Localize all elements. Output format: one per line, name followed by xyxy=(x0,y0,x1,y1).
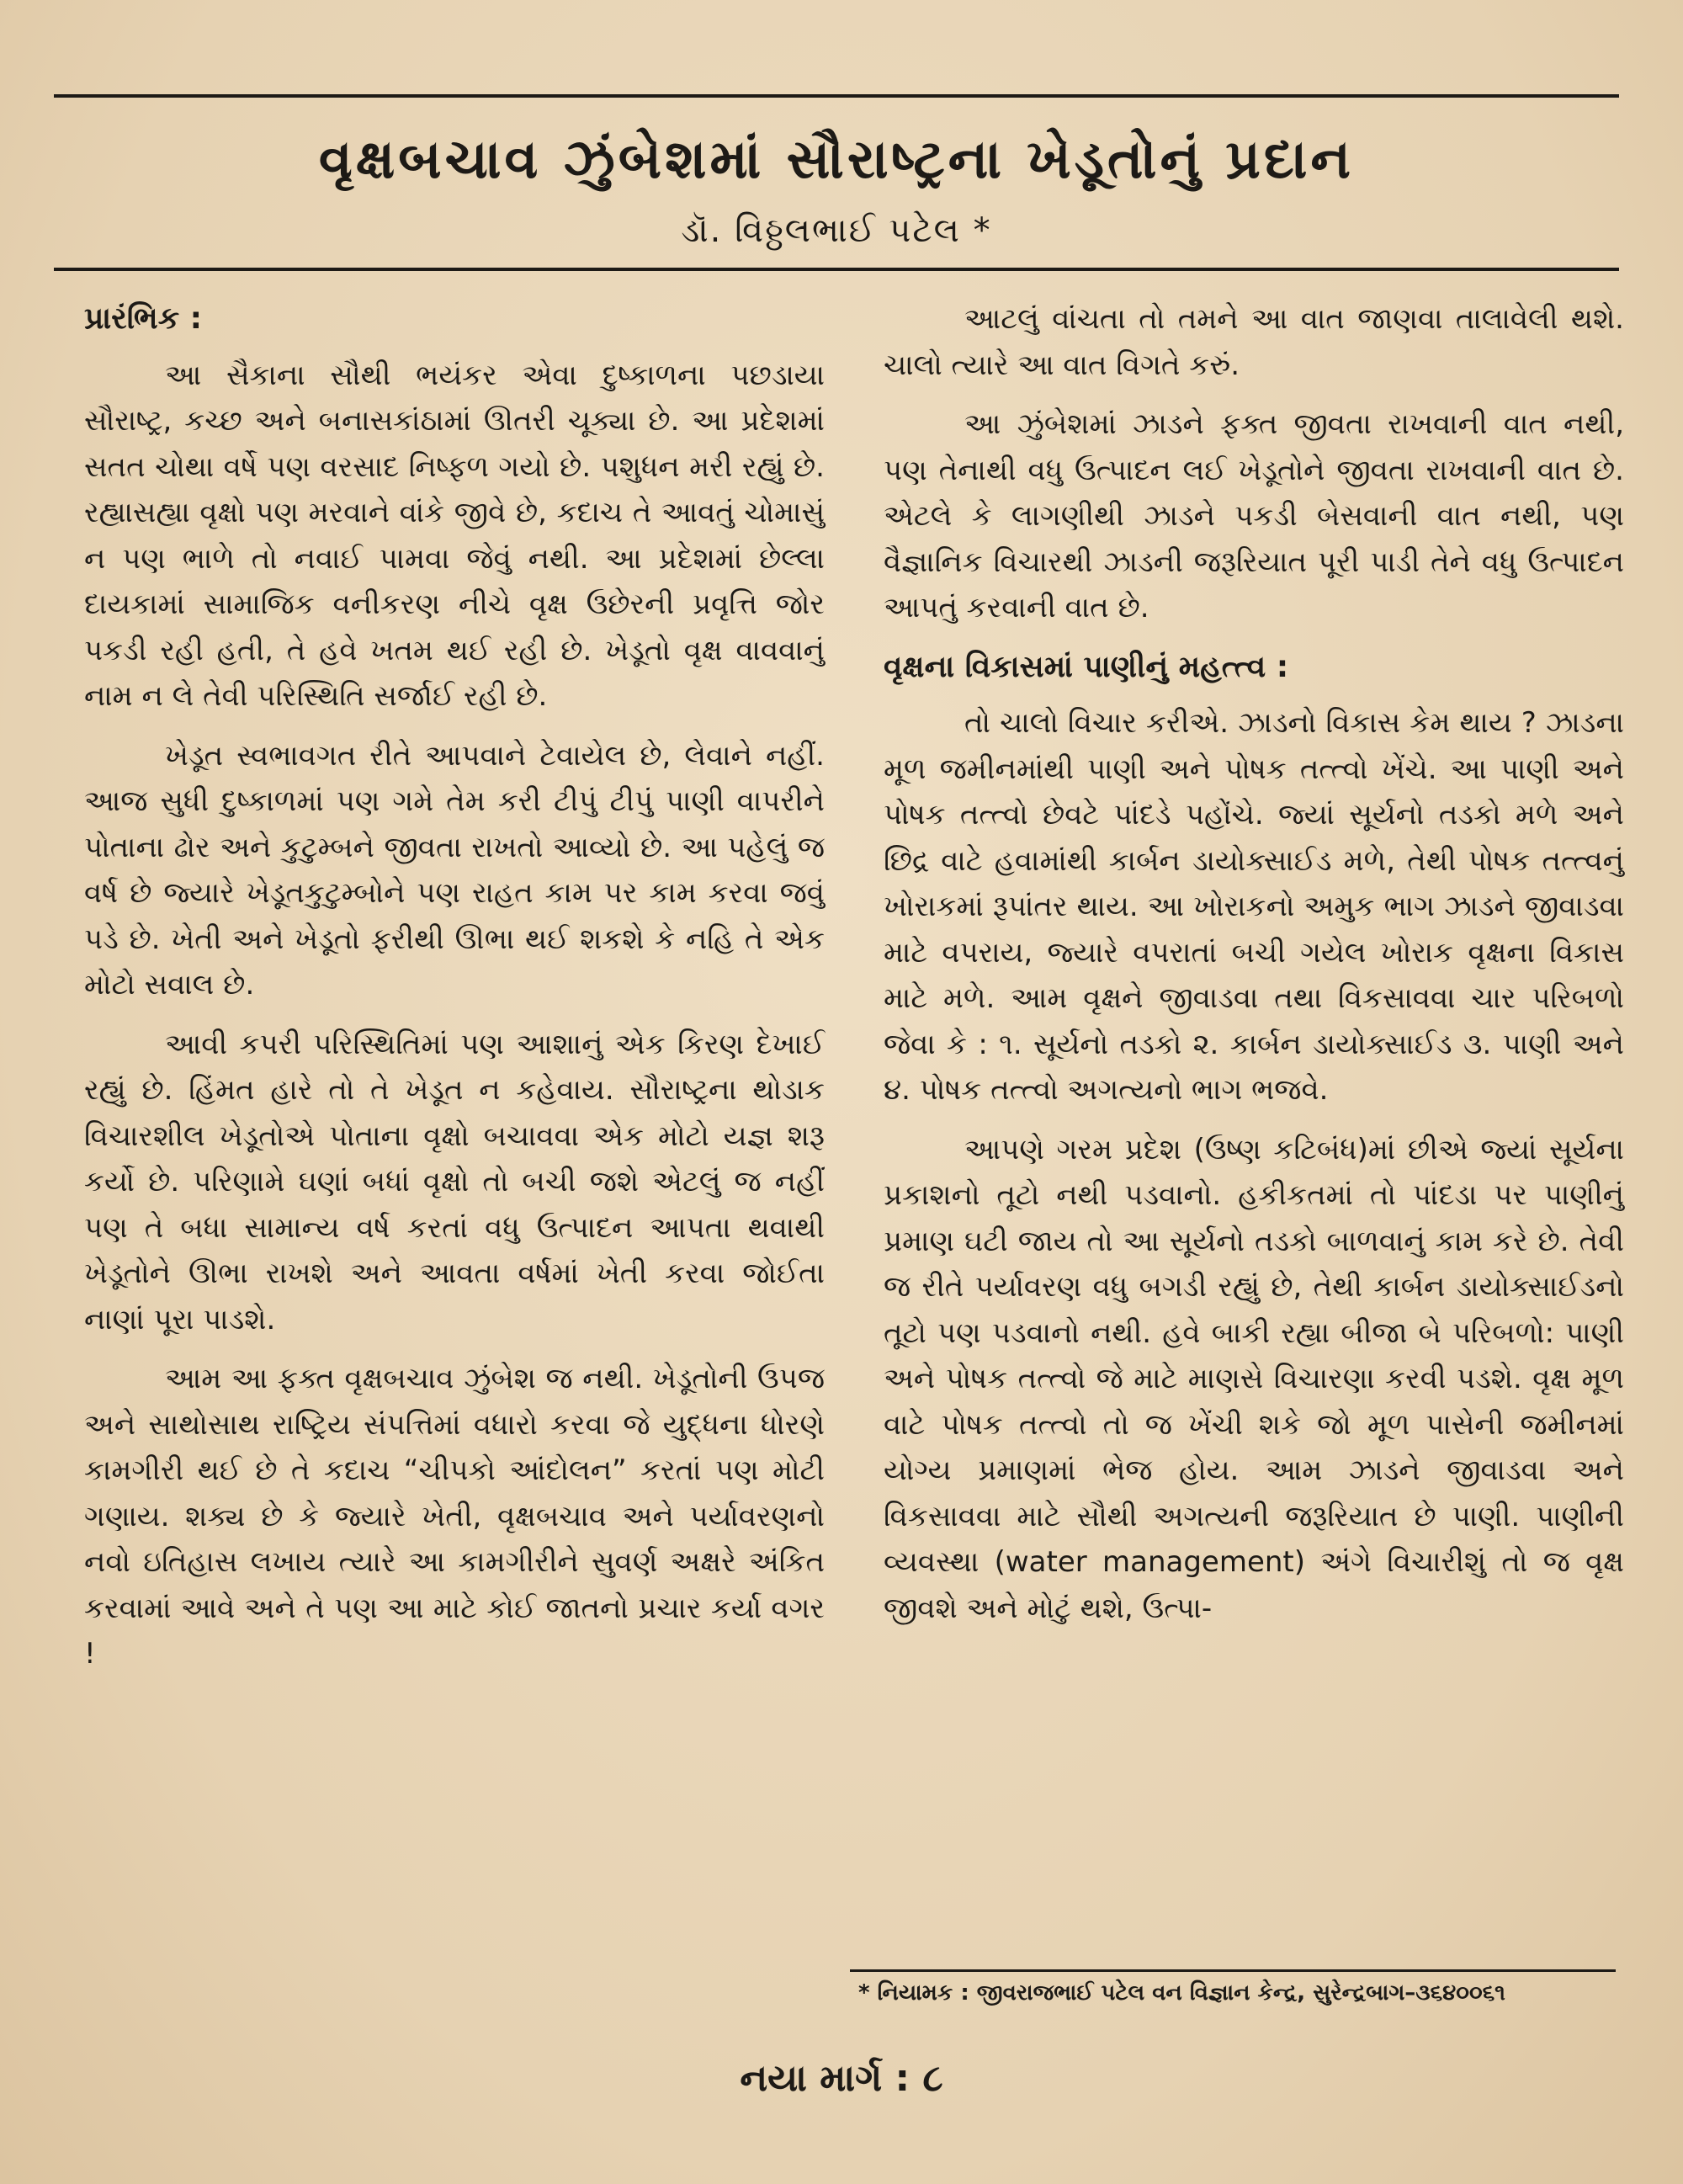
paragraph: આપણે ગરમ પ્રદેશ (ઉષ્ણ કટિબંધ)માં છીએ જ્યાં સૂર્યના પ્રકાશનો તૂટો નથી પડવાનો. હકીકતમાં તો પાંદડા પર પાણીનું પ્રમાણ ઘટી જાય તો આ સૂર્યનો તડકો બાળવાનું કામ કરે છે. તેવી જ રીતે પર્યાવરણ વધુ બગડી રહ્યું છે, તેથી કાર્બન ડાયોક્સાઈડનો તૂટો પણ પડવાનો નથી. હવે બાકી રહ્યા બીજા બે પરિબળો: પાણી અને પોષક તત્ત્વો જે માટે માણસે વિચારણા કરવી પડશે. વૃક્ષ મૂળ વાટે પોષક તત્ત્વો તો જ ખેંચી શકે જો મૂળ પાસેની જમીનમાં યોગ્ય પ્રમાણમાં ભેજ હોય. આમ ઝાડને જીવાડવા અને વિકસાવવા માટે સૌથી અગત્યની જરૂરિયાત છે પાણી. પાણીની વ્યવસ્થા (water management) અંગે વિચારીશું તો જ વૃક્ષ જીવશે અને મોટું થશે, ઉત્પા- xyxy=(884,1132,1624,1625)
section-heading-intro: પ્રારંભિક : xyxy=(84,301,203,336)
left-column xyxy=(84,296,825,1691)
paragraph: ખેડૂત સ્વભાવગત રીતે આપવાને ટેવાયેલ છે, લેવાને નહીં. આજ સુધી દુષ્કાળમાં પણ ગમે તેમ કરી ટીપું ટીપું પાણી વાપરીને પોતાના ઢોર અને કુટુમ્બને જીવતા રાખતો આવ્યો છે. આ પહેલું જ વર્ષ છે જ્યારે ખેડૂતકુટુમ્બોને પણ રાહત કામ પર કામ કરવા જવું પડે છે. ખેતી અને ખેડૂતો ફરીથી ઊભા થઈ શકશે કે નહિ તે એક મોટો સવાલ છે. xyxy=(84,738,825,1002)
paragraph: તો ચાલો વિચાર કરીએ. ઝાડનો વિકાસ કેમ થાય ? ઝાડના મૂળ જમીનમાંથી પાણી અને પોષક તત્ત્વો ખેંચે. આ પાણી અને પોષક તત્ત્વો છેવટે પાંદડે પહોંચે. જ્યાં સૂર્યનો તડકો મળે અને છિદ્ર વાટે હવામાંથી કાર્બન ડાયોક્સાઈડ મળે, તેથી પોષક તત્ત્વનું ખોરાકમાં રૂપાંતર થાય. આ ખોરાકનો અમુક ભાગ ઝાડને જીવાડવા માટે વપરાય, જ્યારે વપરાતાં બચી ગયેલ ખોરાક વૃક્ષના વિકાસ માટે મળે. આમ વૃક્ષને જીવાડવા તથા વિકસાવવા ચાર પરિબળો જેવા કે : ૧. સૂર્યનો તડકો ૨. કાર્બન ડાયોક્સાઈડ ૩. પાણી અને ૪. પોષક તત્ત્વો અગત્યનો ભાગ ભજવે. xyxy=(884,706,1624,1107)
top-rule xyxy=(54,94,1619,98)
paragraph: આમ આ ફક્ત વૃક્ષબચાવ ઝુંબેશ જ નથી. ખેડૂતોની ઉપજ અને સાથોસાથ રાષ્ટ્રિય સંપત્તિમાં વધારો કરવા જે યુદ્ધના ધોરણે કામગીરી થઈ છે તે કદાચ “ચીપકો આંદોલન” કરતાં પણ મોટી ગણાય. શક્ય છે કે જ્યારે ખેતી, વૃક્ષબચાવ અને પર્યાવરણનો નવો ઇતિહાસ લખાય ત્યારે આ કામગીરીને સુવર્ણ અક્ષરે અંકિત કરવામાં આવે અને તે પણ આ માટે કોઈ જાતનો પ્રચાર કર્યા વગર ! xyxy=(84,1362,825,1671)
section-heading-water: વૃક્ષના વિકાસમાં પાણીનું મહત્ત્વ : xyxy=(884,649,1289,684)
footnote-rule xyxy=(850,1969,1616,1972)
paragraph: આ ઝુંબેશમાં ઝાડને ફક્ત જીવતા રાખવાની વાત નથી, પણ તેનાથી વધુ ઉત્પાદન લઈ ખેડૂતોને જીવતા રાખવાની વાત છે. એટલે કે લાગણીથી ઝાડને પકડી બેસવાની વાત નથી, પણ વૈજ્ઞાનિક વિચારથી ઝાડની જરૂરિયાત પૂરી પાડી તેને વધુ ઉત્પાદન આપતું કરવાની વાત છે. xyxy=(884,407,1624,624)
right-column xyxy=(884,296,1624,1645)
article-author: ડૉ. વિઠ્ઠલભાઈ પટેલ * xyxy=(681,211,992,250)
paragraph: આટલું વાંચતા તો તમને આ વાત જાણવા તાલાવેલી થશે. ચાલો ત્યારે આ વાત વિગતે કરું. xyxy=(884,302,1624,382)
page-footer: નયા માર્ગ : ૮ xyxy=(740,2057,943,2100)
article-title: વૃક્ષબચાવ ઝુંબેશમાં સૌરાષ્ટ્રના ખેડૂતોનું પ્રદાન xyxy=(318,129,1355,191)
paragraph: આવી કપરી પરિસ્થિતિમાં પણ આશાનું એક કિરણ દેખાઈ રહ્યું છે. હિંમત હારે તો તે ખેડૂત ન કહેવાય. સૌરાષ્ટ્રના થોડાક વિચારશીલ ખેડૂતોએ પોતાના વૃક્ષો બચાવવા એક મોટો યજ્ઞ શરૂ કર્યો છે. પરિણામે ઘણાં બધાં વૃક્ષો તો બચી જશે એટલું જ નહીં પણ તે બધા સામાન્ય વર્ષ કરતાં વધુ ઉત્પાદન આપતા થવાથી ખેડૂતોને ઊભા રાખશે અને આવતા વર્ષમાં ખેતી કરવા જોઈતા નાણાં પૂરા પાડશે. xyxy=(84,1027,825,1336)
author-footnote: * નિયામક : જીવરાજભાઈ પટેલ વન વિજ્ઞાન કેન્દ્ર, સુરેન્દ્રબાગ–૩૬૪૦૦૬૧ xyxy=(858,1980,1505,2006)
header-rule xyxy=(54,268,1619,271)
paragraph: આ સૈકાના સૌથી ભયંકર એવા દુષ્કાળના પછડાયા સૌરાષ્ટ્ર, કચ્છ અને બનાસકાંઠામાં ઊતરી ચૂક્યા છે. આ પ્રદેશમાં સતત ચોથા વર્ષે પણ વરસાદ નિષ્ફળ ગયો છે. પશુધન મરી રહ્યું છે. રહ્યાસહ્યા વૃક્ષો પણ મરવાને વાંકે જીવે છે, કદાચ તે આવતું ચોમાસું ન પણ ભાળે તો નવાઈ પામવા જેવું નથી. આ પ્રદેશમાં છેલ્લા દાયકામાં સામાજિક વનીકરણ નીચે વૃક્ષ ઉછેરની પ્રવૃત્તિ જોર પકડી રહી હતી, તે હવે ખતમ થઈ રહી છે. ખેડૂતો વૃક્ષ વાવવાનું નામ ન લે તેવી પરિસ્થિતિ સર્જાઈ રહી છે. xyxy=(84,358,825,713)
